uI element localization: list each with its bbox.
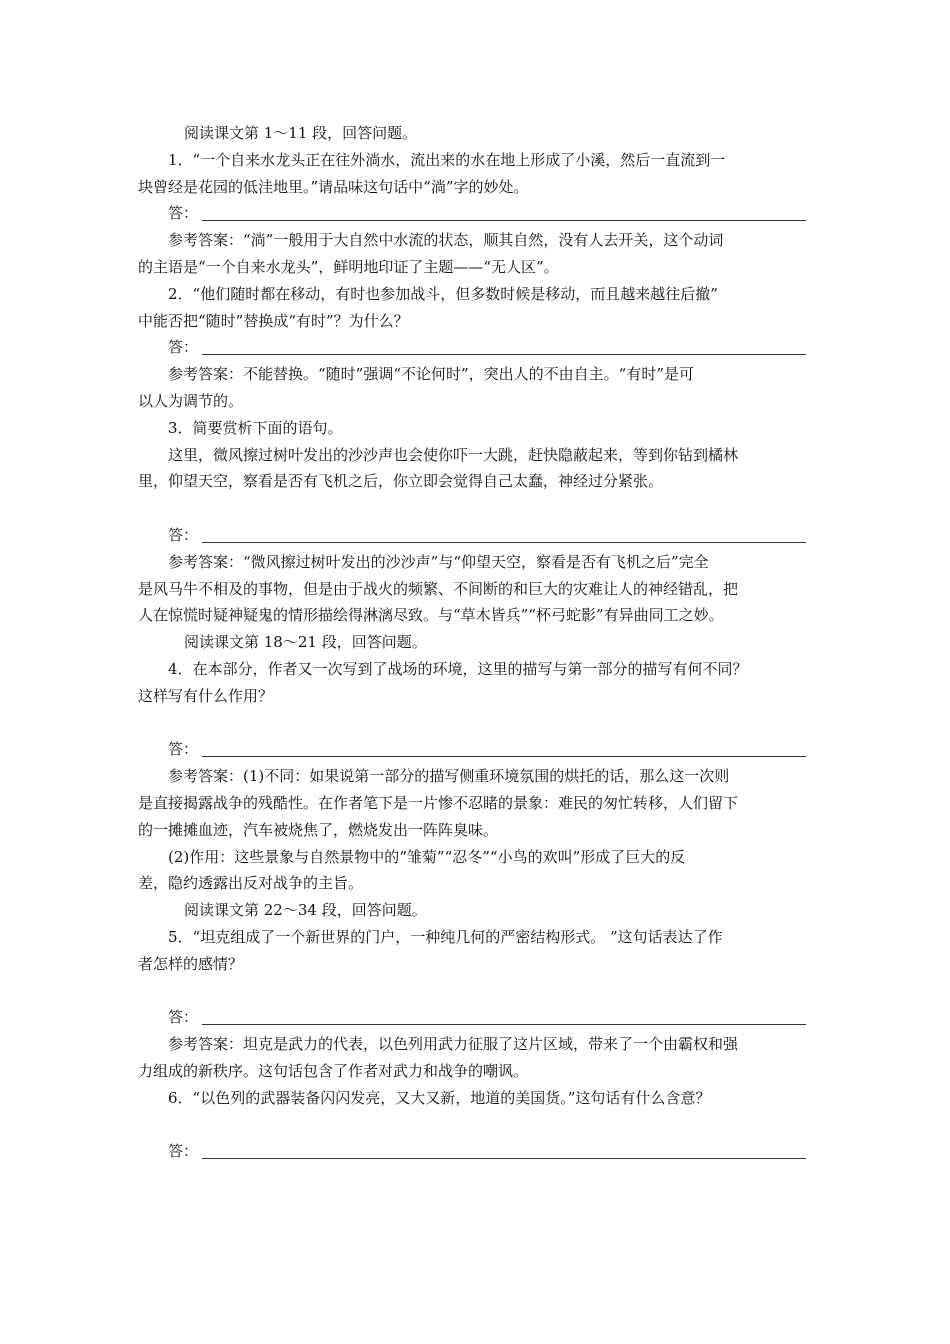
question-1-line-2: 块曾经是花园的低洼地里。”请品味这句话中“淌”字的妙处。 <box>138 177 529 196</box>
section-heading-2: 阅读课文第 18～21 段，回答问题。 <box>184 633 427 652</box>
reference-answer-4-line-2: 是直接揭露战争的残酷性。在作者笔下是一片惨不忍睹的景象：难民的匆忙转移，人们留下 <box>138 793 739 812</box>
answer-label: 答： <box>168 204 199 223</box>
question-4-line-2: 这样写有什么作用？ <box>138 686 274 705</box>
answer-label: 答： <box>168 1142 199 1161</box>
section-heading-1: 阅读课文第 1～11 段，回答问题。 <box>184 124 418 142</box>
document-body <box>138 120 810 1165</box>
answer-blank[interactable] <box>202 1144 806 1159</box>
reference-answer-4-line-3: 的一摊摊血迹，汽车被烧焦了，燃烧发出一阵阵臭味。 <box>138 820 499 839</box>
reference-answer-4-line-4: (2)作用：这些景象与自然景物中的“雏菊”“忍冬”“小鸟的欢叫”形成了巨大的反 <box>168 847 686 866</box>
reference-answer-4-line-5: 差，隐约透露出反对战争的主旨。 <box>138 874 364 893</box>
reference-answer-2-line-2: 以人为调节的。 <box>138 391 244 410</box>
question-2-line-1: 2．“他们随时都在移动，有时也参加战斗，但多数时候是移动，而且越来越往后撤” <box>168 284 718 303</box>
spacer <box>138 978 810 1005</box>
reference-answer-5-line-2: 力组成的新秩序。这句话包含了作者对武力和战争的嘲讽。 <box>138 1061 529 1080</box>
answer-blank[interactable] <box>202 206 806 221</box>
answer-line-1[interactable] <box>138 200 810 227</box>
reference-answer-3-line-1: 参考答案：“微风擦过树叶发出的沙沙声”与“仰望天空，察看是否有飞机之后”完全 <box>168 552 709 571</box>
reference-answer-4-line-1: 参考答案：(1)不同：如果说第一部分的描写侧重环境氛围的烘托的话，那么这一次则 <box>168 767 730 786</box>
answer-line-5[interactable] <box>138 1004 810 1031</box>
reference-answer-5-line-1: 参考答案：坦克是武力的代表，以色列用武力征服了这片区域，带来了一个由霸权和强 <box>168 1035 739 1054</box>
section-heading-3: 阅读课文第 22～34 段，回答问题。 <box>184 901 427 920</box>
question-4-line-1: 4．在本部分，作者又一次写到了战场的环境，这里的描写与第一部分的描写有何不同？ <box>168 659 748 678</box>
answer-label: 答： <box>168 525 199 544</box>
answer-blank[interactable] <box>202 528 806 543</box>
answer-blank[interactable] <box>202 340 806 355</box>
question-5-line-2: 者怎样的感情？ <box>138 954 244 973</box>
reference-answer-3-line-3: 人在惊慌时疑神疑鬼的情形描绘得淋漓尽致。与“草木皆兵”“杯弓蛇影”有异曲同工之妙。 <box>138 606 724 625</box>
answer-line-4[interactable] <box>138 736 810 763</box>
question-6-line-1: 6．“以色列的武器装备闪闪发亮，又大又新，地道的美国货。”这句话有什么含意？ <box>168 1088 711 1107</box>
reference-answer-2-line-1: 参考答案：不能替换。“随时”强调“不论何时”，突出人的不由自主。“有时”是可 <box>168 365 695 384</box>
spacer <box>138 710 810 737</box>
question-5-line-1: 5．“坦克组成了一个新世界的门户，一种纯几何的严密结构形式。 ”这句话表达了作 <box>168 927 723 946</box>
question-2-line-2: 中能否把“随时”替换成“有时”？为什么？ <box>138 311 409 330</box>
quoted-passage-line-2: 里，仰望天空，察看是否有飞机之后，你立即会觉得自己太蠢，神经过分紧张。 <box>138 472 664 491</box>
question-3-line-1: 3．简要赏析下面的语句。 <box>168 418 343 437</box>
answer-label: 答： <box>168 338 199 357</box>
answer-blank[interactable] <box>202 1010 806 1025</box>
reference-answer-1-line-2: 的主语是“一个自来水龙头”，鲜明地印证了主题——“无人区”。 <box>138 257 559 276</box>
answer-label: 答： <box>168 740 199 759</box>
question-1-line-1: 1．“一个自来水龙头正在往外淌水，流出来的水在地上形成了小溪，然后一直流到一 <box>168 150 726 169</box>
answer-label: 答： <box>168 1008 199 1027</box>
answer-line-3[interactable] <box>138 522 810 549</box>
spacer <box>138 495 810 522</box>
answer-blank[interactable] <box>202 742 806 757</box>
reference-answer-1-line-1: 参考答案：“淌”一般用于大自然中水流的状态，顺其自然，没有人去开关，这个动词 <box>168 231 724 250</box>
answer-line-6[interactable] <box>138 1138 810 1165</box>
spacer <box>138 1111 810 1138</box>
quoted-passage-line-1: 这里，微风擦过树叶发出的沙沙声也会使你吓一大跳，赶快隐蔽起来，等到你钻到橘林 <box>168 445 739 464</box>
reference-answer-3-line-2: 是风马牛不相及的事物，但是由于战火的频繁、不间断的和巨大的灾难让人的神经错乱，把 <box>138 579 739 598</box>
answer-line-2[interactable] <box>138 334 810 361</box>
